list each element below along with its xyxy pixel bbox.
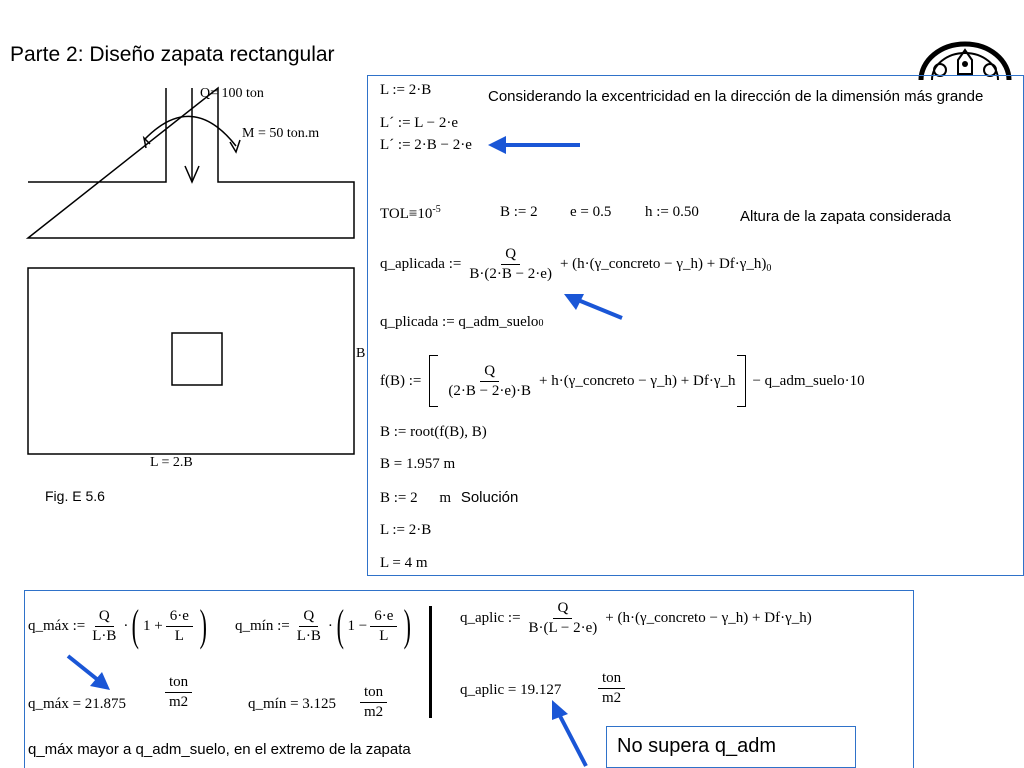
- pointer-arrow-lprime: [484, 132, 584, 158]
- e-value: e = 0.5: [570, 204, 612, 220]
- b-final: B := 2 m Solución: [380, 489, 519, 506]
- qmax-result: q_máx = 21.875: [28, 696, 127, 712]
- q-plicada-def: q_plicada := q_adm_suelo0: [380, 314, 544, 330]
- load-label: Q= 100 ton: [200, 86, 264, 101]
- qmax-note: q_máx mayor a q_adm_suelo, en el extremo de la zapata: [28, 741, 411, 758]
- qmin-result: q_mín = 3.125: [248, 696, 337, 712]
- pointer-arrow-qaplic: [548, 698, 592, 768]
- fb-numerator: Q: [480, 363, 499, 382]
- l-prime-def-2: L´ := 2·B − 2·e: [380, 137, 472, 153]
- figure-caption: Fig. E 5.6: [45, 488, 105, 504]
- moment-arrow: [144, 116, 236, 146]
- qmin-unit: $\frac{\text{ton}}{m2}$: [360, 684, 387, 721]
- b-initial: B := 2: [500, 204, 538, 220]
- callout-text: No supera q_adm: [617, 735, 776, 757]
- q-aplicada-numerator: Q: [501, 246, 520, 265]
- tolerance-def: $TOL\equiv 10^{-5}$: [380, 204, 441, 222]
- h-value: h := 0.50: [645, 204, 699, 220]
- qaplic-result: q_aplic = 19.127: [460, 682, 562, 698]
- tolerance-exponent: -5: [432, 204, 441, 215]
- pointer-arrow-qaplicada: [560, 290, 626, 322]
- solution-note: Solución: [460, 489, 519, 506]
- l-prime-def-1: L´ := L − 2·e: [380, 115, 459, 131]
- b-dimension-label: B: [356, 346, 366, 361]
- footing-plan: [28, 268, 354, 454]
- formula-divider: [429, 606, 432, 718]
- fb-denominator: (2·B − 2·e)·B: [448, 382, 531, 399]
- height-note: Altura de la zapata considerada: [740, 208, 951, 225]
- qmin-formula: q_mín := $\frac{Q}{L\cdot B}$ · ( 1 − $\frac{6\cdot e}{L}$ ): [235, 601, 412, 650]
- callout-no-supera: [606, 726, 856, 768]
- root-solve: B := root(f(B), B): [380, 424, 487, 440]
- l-definition-2: L := 2·B: [380, 522, 432, 538]
- moment-label: M = 50 ton.m: [242, 126, 320, 141]
- column-plan: [172, 333, 222, 385]
- qmax-formula: q_máx := $\frac{Q}{L\cdot B}$ · ( 1 + $\frac{6\cdot e}{L}$ ): [28, 601, 207, 650]
- q-aplicada-formula: q_aplicada := $\frac{Q}{B\cdot(2\cdot B - 2\cdot e)}$ + (h·(γ_concreto − γ_h) + Df·γ_h) 0: [380, 246, 772, 282]
- b-result: B = 1.957 m: [380, 456, 456, 472]
- qaplic-unit: $\frac{\text{ton}}{m2}$: [598, 670, 625, 707]
- qaplic-formula: q_aplic := $\frac{Q}{B\cdot(L - 2\cdot e)}$ + (h·(γ_concreto − γ_h) + Df·γ_h): [460, 600, 812, 636]
- qmax-unit: $\frac{\text{ton}}{m2}$: [165, 674, 192, 711]
- l-result: L = 4 m: [380, 555, 428, 571]
- pointer-arrow-qmax: [64, 652, 114, 694]
- footing-elevation: [28, 88, 354, 238]
- l-definition: L := 2·B: [380, 82, 432, 98]
- fb-function: f(B) := $\frac{Q}{(2\cdot B - 2\cdot e)\cdot B}$ + h·(γ_concreto − γ_h) + Df·γ_h − q_adm_suelo·10: [380, 355, 865, 407]
- slide-title: Parte 2: Diseño zapata rectangular: [10, 43, 335, 66]
- university-seal-logo: [918, 40, 1024, 80]
- q-aplicada-denominator: B·(2·B − 2·e): [469, 266, 552, 282]
- eccentricity-note: Considerando la excentricidad en la dirección de la dimensión más grande: [488, 88, 984, 105]
- l-dimension-label: L = 2.B: [150, 455, 193, 470]
